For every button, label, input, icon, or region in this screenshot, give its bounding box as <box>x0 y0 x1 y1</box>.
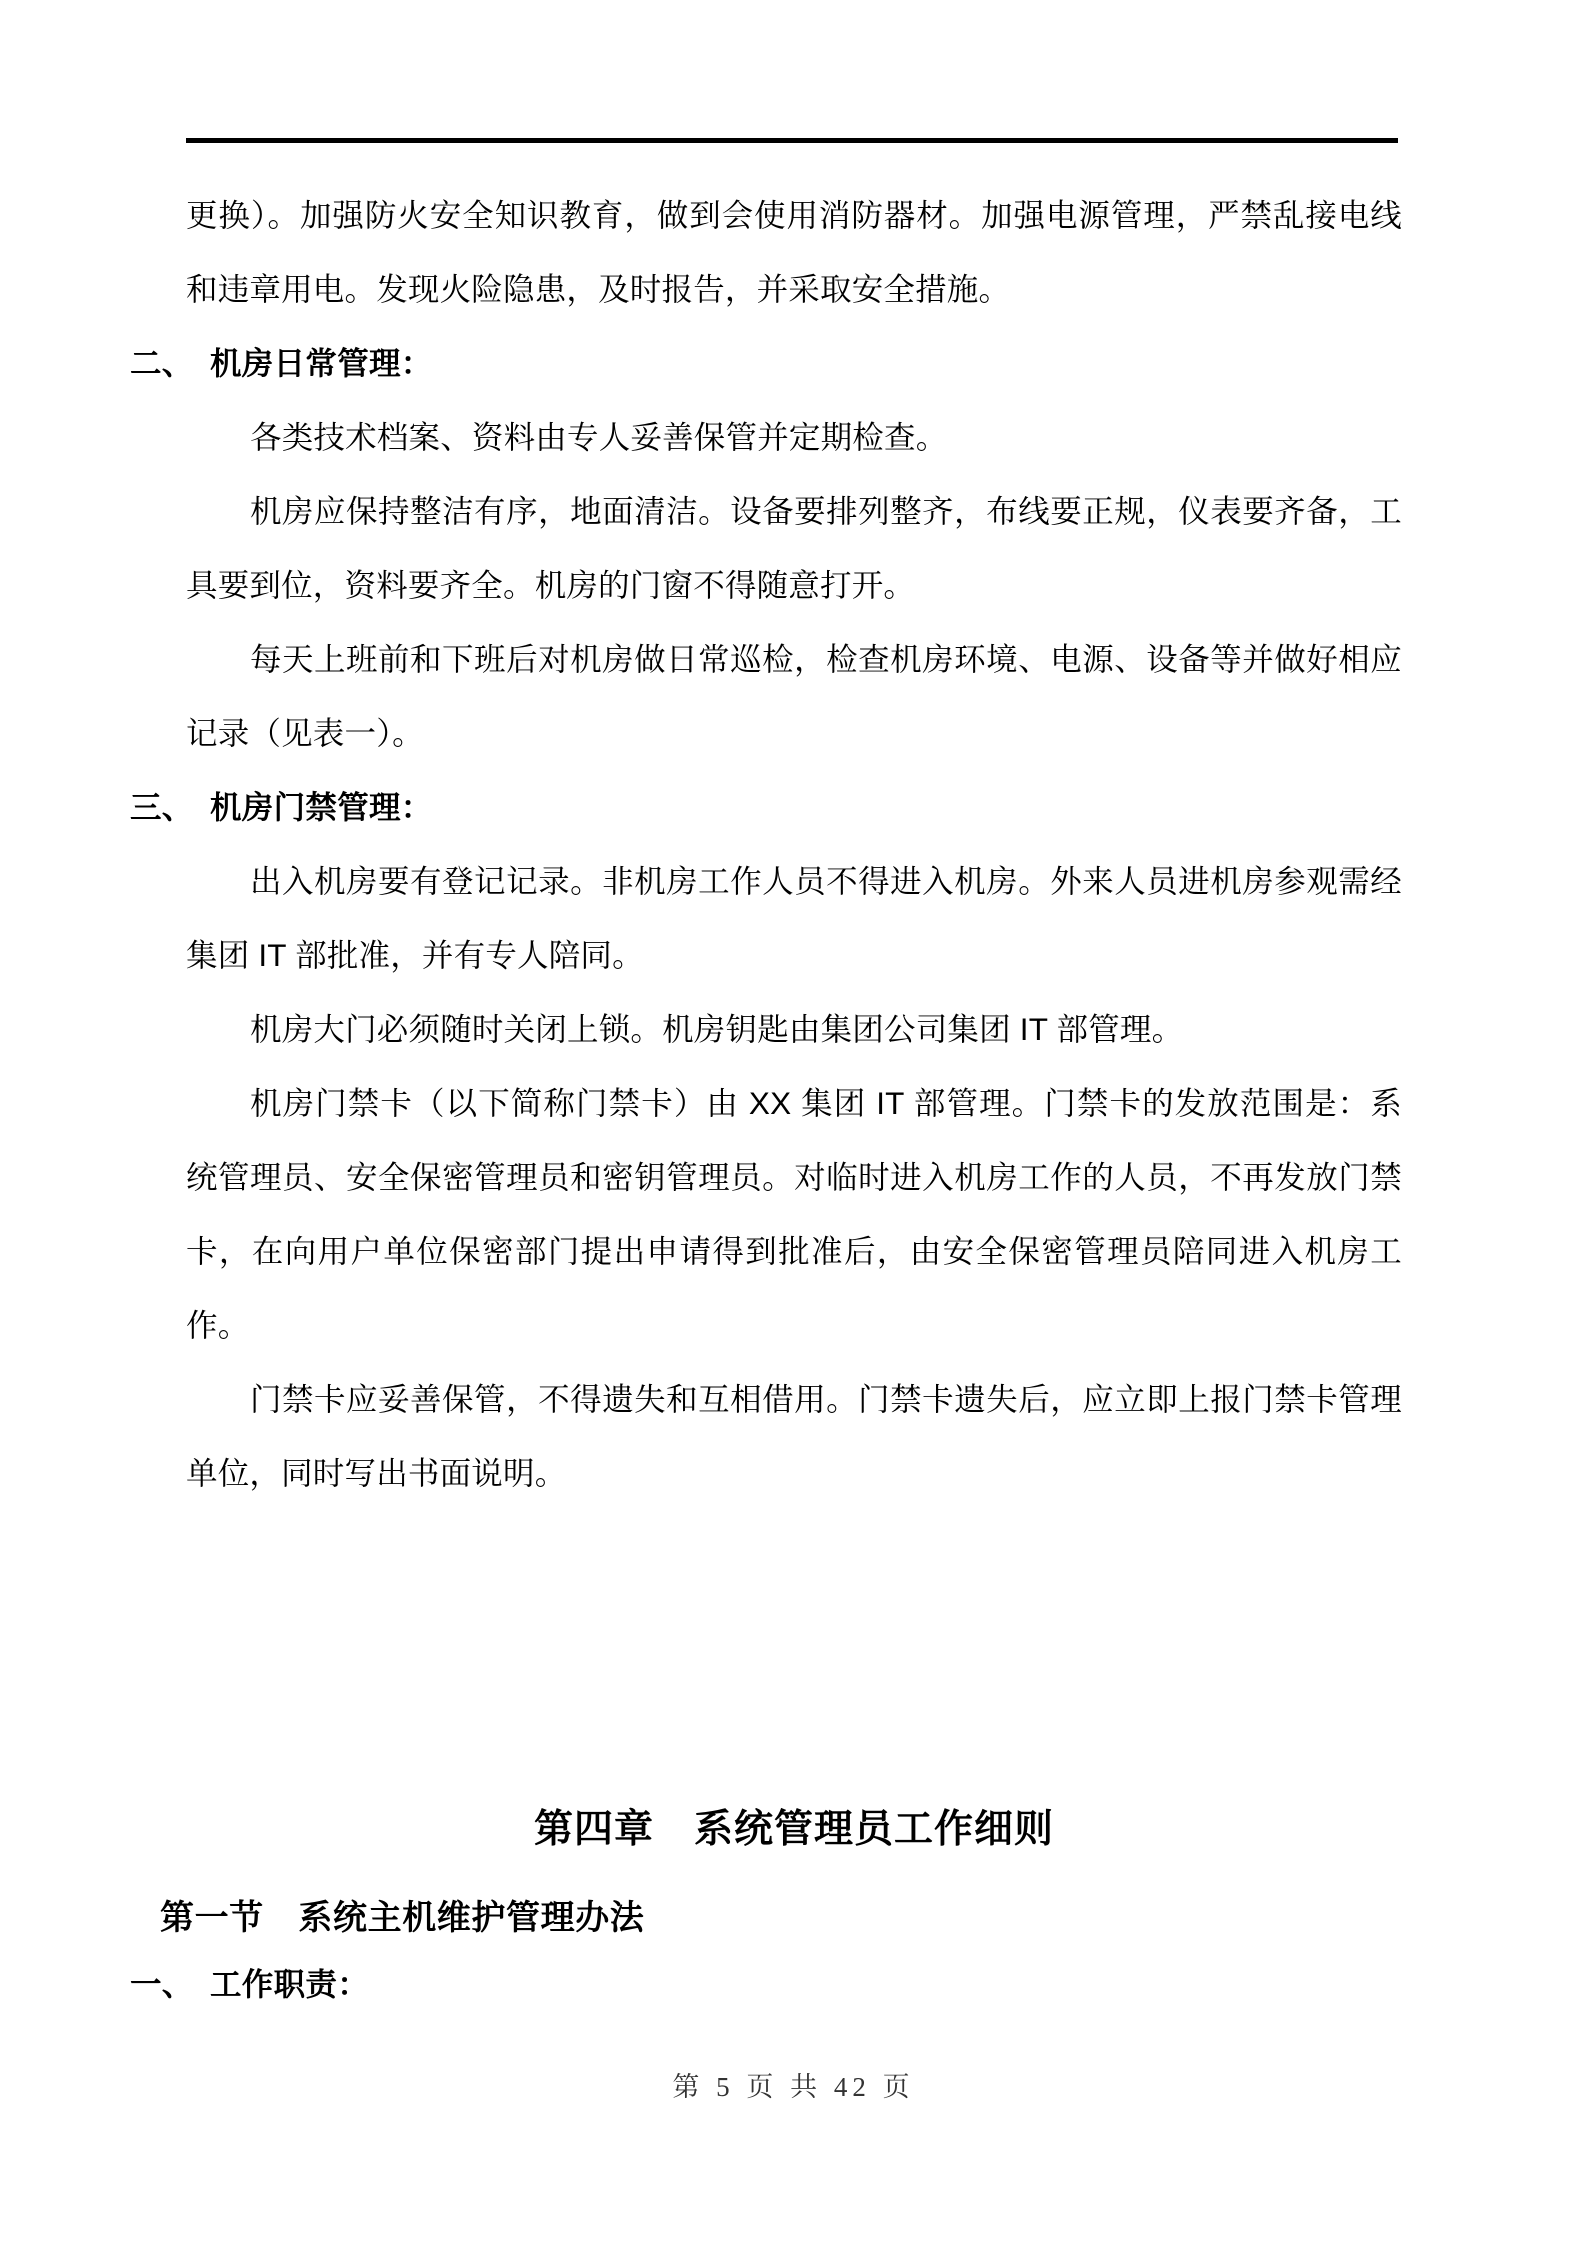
duty-heading <box>130 1955 369 2013</box>
section-number-2: 二、 <box>130 345 194 381</box>
paragraph-door-lock-keys: 机房大门必须随时关闭上锁。机房钥匙由集团公司集团 IT 部管理。 <box>250 1011 1184 1047</box>
document-body <box>130 178 1402 1510</box>
page-footer: 第 5 页 共 42 页 <box>672 2072 915 2102</box>
section-heading-text-2: 机房日常管理： <box>210 345 433 381</box>
paragraph-continued-fire-safety: 更换）。加强防火安全知识教育，做到会使用消防器材。加强电源管理，严禁乱接电线和违章用电。发现火险隐患，及时报告，并采取安全措施。 <box>186 197 1402 307</box>
paragraph-entry-registration: 出入机房要有登记记录。非机房工作人员不得进入机房。外来人员进机房参观需经集团 IT 部批准，并有专人陪同。 <box>186 863 1402 973</box>
paragraph-room-tidiness: 机房应保持整洁有序，地面清洁。设备要排列整齐，布线要正规，仪表要齐备，工具要到位，资料要齐全。机房的门窗不得随意打开。 <box>186 493 1402 603</box>
paragraph-access-card-custody: 门禁卡应妥善保管，不得遗失和互相借用。门禁卡遗失后，应立即上报门禁卡管理单位，同时写出书面说明。 <box>186 1381 1402 1491</box>
section-heading-text-3: 机房门禁管理： <box>210 789 433 825</box>
chapter-section-title: 第一节 系统主机维护管理办法 <box>160 1899 645 1937</box>
chapter-title: 第四章 系统管理员工作细则 <box>533 1808 1054 1851</box>
duty-heading-text: 工作职责： <box>210 1966 370 2002</box>
section-heading-daily-management <box>130 326 1402 400</box>
duty-number-1: 一、 <box>130 1966 194 2002</box>
header-divider-rule <box>186 138 1398 143</box>
section-heading-access-control <box>130 770 1402 844</box>
section-number-3: 三、 <box>130 789 194 825</box>
paragraph-archives-custody: 各类技术档案、资料由专人妥善保管并定期检查。 <box>250 419 948 455</box>
paragraph-access-card-issuance: 机房门禁卡（以下简称门禁卡）由 XX 集团 IT 部管理。门禁卡的发放范围是：系统管理员、安全保密管理员和密钥管理员。对临时进入机房工作的人员，不再发放门禁卡，在向用户单位保密部门提出申请得到批准后，由安全保密管理员陪同进入机房工作。 <box>186 1085 1402 1343</box>
paragraph-daily-inspection: 每天上班前和下班后对机房做日常巡检，检查机房环境、电源、设备等并做好相应记录（见表一）。 <box>186 641 1402 751</box>
